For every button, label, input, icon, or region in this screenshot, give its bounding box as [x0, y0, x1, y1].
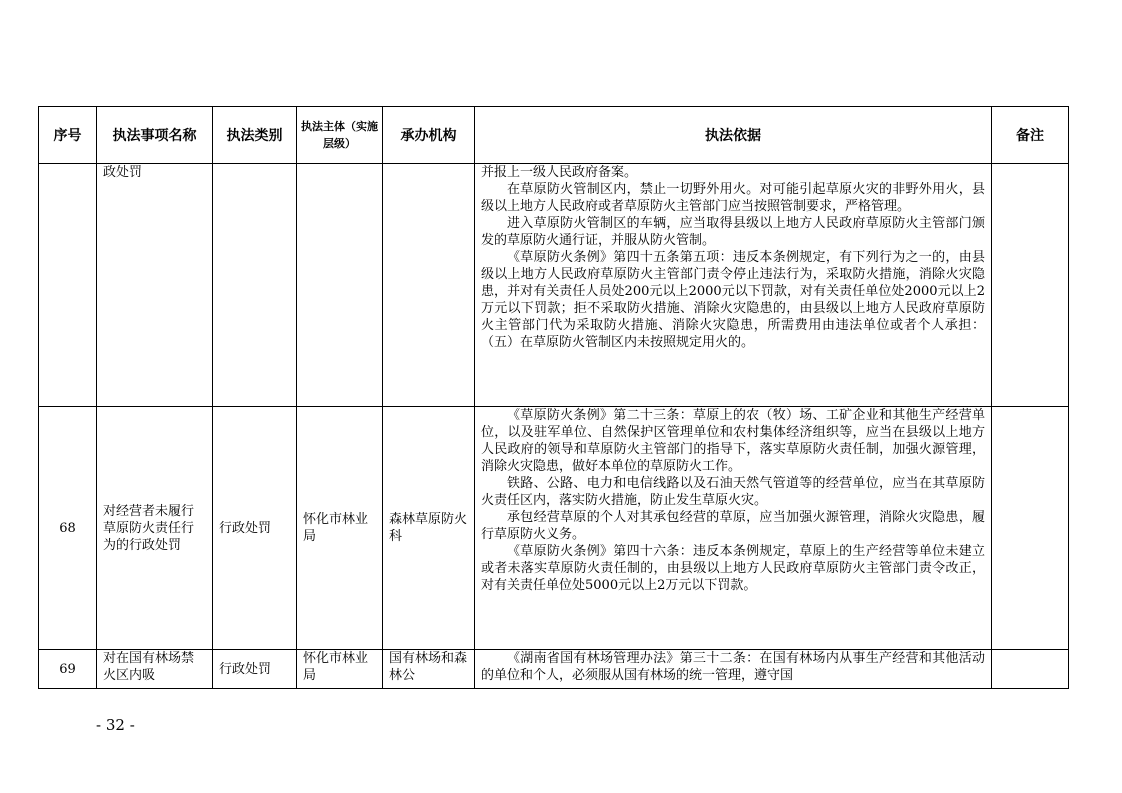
- basis-paragraph: 《草原防火条例》第四十六条：违反本条例规定，草原上的生产经营等单位未建立或者未落实草原防火责任制的，由县级以上地方人民政府草原防火主管部门责令改正，对有关责任单位处5000元以上2万元以下罚款。: [481, 544, 985, 593]
- header-remark: 备注: [992, 107, 1069, 164]
- cell-subject: [297, 650, 383, 689]
- basis-paragraph: 《湖南省国有林场管理办法》第三十二条：在国有林场内从事生产经营和其他活动的单位和个人，必须服从国有林场的统一管理，遵守国: [481, 651, 985, 683]
- cell-name: [97, 164, 213, 407]
- cell-name-text: 对经营者未履行草原防火责任行为的行政处罚: [103, 503, 195, 553]
- cell-category-text: 行政处罚: [219, 520, 272, 536]
- table-row: [39, 164, 1069, 407]
- cell-name: [97, 650, 213, 689]
- header-seq: 序号: [39, 107, 97, 164]
- cell-name-text: 对在国有林场禁火区内吸: [103, 651, 195, 683]
- header-basis: 执法依据: [475, 107, 992, 164]
- basis-paragraph: 并报上一级人民政府备案。: [481, 165, 638, 180]
- cell-agency-text: 国有林场和森林公: [389, 651, 468, 683]
- cell-name-text: 政处罚: [103, 165, 143, 180]
- basis-paragraph: 铁路、公路、电力和电信线路以及石油天然气管道等的经营单位，应当在其草原防火责任区内，落实防火措施，防止发生草原火灾。: [481, 476, 985, 508]
- header-name: 执法事项名称: [97, 107, 213, 164]
- cell-remark: [992, 164, 1069, 407]
- basis-text: [475, 650, 991, 684]
- cell-remark: [992, 650, 1069, 689]
- cell-subject-text: 怀化市林业局: [303, 651, 369, 683]
- cell-subject-text: 怀化市林业局: [303, 512, 369, 544]
- cell-seq: 69: [39, 650, 97, 689]
- cell-subject: [297, 164, 383, 407]
- cell-basis: [475, 650, 992, 689]
- cell-category-text: 行政处罚: [219, 661, 272, 677]
- cell-category: [213, 164, 297, 407]
- cell-category: [213, 650, 297, 689]
- cell-agency: [383, 650, 475, 689]
- table-row: [39, 650, 1069, 689]
- header-category: 执法类别: [213, 107, 297, 164]
- basis-text: [475, 164, 991, 351]
- header-agency: 承办机构: [383, 107, 475, 164]
- cell-agency: [383, 407, 475, 650]
- basis-paragraph: 《草原防火条例》第二十三条：草原上的农（牧）场、工矿企业和其他生产经营单位，以及驻军单位、自然保护区管理单位和农村集体经济组织等，应当在县级以上地方人民政府的领导和草原防火主管部门的指导下，落实草原防火责任制，加强火源管理，消除火灾隐患，做好本单位的草原防火工作。: [481, 408, 985, 474]
- table-row: [39, 407, 1069, 650]
- basis-paragraph: 在草原防火管制区内，禁止一切野外用火。对可能引起草原火灾的非野外用火，县级以上地方人民政府或者草原防火主管部门应当按照管制要求，严格管理。: [481, 182, 985, 214]
- cell-remark: [992, 407, 1069, 650]
- cell-seq: 68: [39, 407, 97, 650]
- cell-basis: [475, 407, 992, 650]
- basis-paragraph: 进入草原防火管制区的车辆，应当取得县级以上地方人民政府草原防火主管部门颁发的草原防火通行证，并服从防火管制。: [481, 216, 985, 248]
- cell-agency: [383, 164, 475, 407]
- basis-paragraph: 承包经营草原的个人对其承包经营的草原，应当加强火源管理，消除火灾隐患，履行草原防火义务。: [481, 510, 985, 542]
- basis-paragraph: 《草原防火条例》第四十五条第五项：违反本条例规定，有下列行为之一的，由县级以上地方人民政府草原防火主管部门责令停止违法行为，采取防火措施，消除火灾隐患，并对有关责任人员处200元以上2000元以下罚款，对有关责任单位处2000元以上2万元以下罚款；拒不采取防火措施、消除火灾隐患的，由县级以上地方人民政府草原防火主管部门代为采取防火措施、消除火灾隐患，所需费用由违法单位或者个人承担：（五）在草原防火管制区内未按照规定用火的。: [481, 250, 985, 350]
- cell-seq: [39, 164, 97, 407]
- cell-agency-text: 森林草原防火科: [389, 512, 468, 544]
- cell-subject: [297, 407, 383, 650]
- cell-category: [213, 407, 297, 650]
- cell-basis: [475, 164, 992, 407]
- basis-text: [475, 407, 991, 594]
- enforcement-table: [38, 106, 1069, 689]
- page-number: - 32 -: [96, 716, 135, 734]
- header-subject: 执法主体（实施层级）: [297, 107, 383, 164]
- table-header-row: [39, 107, 1069, 164]
- cell-name: [97, 407, 213, 650]
